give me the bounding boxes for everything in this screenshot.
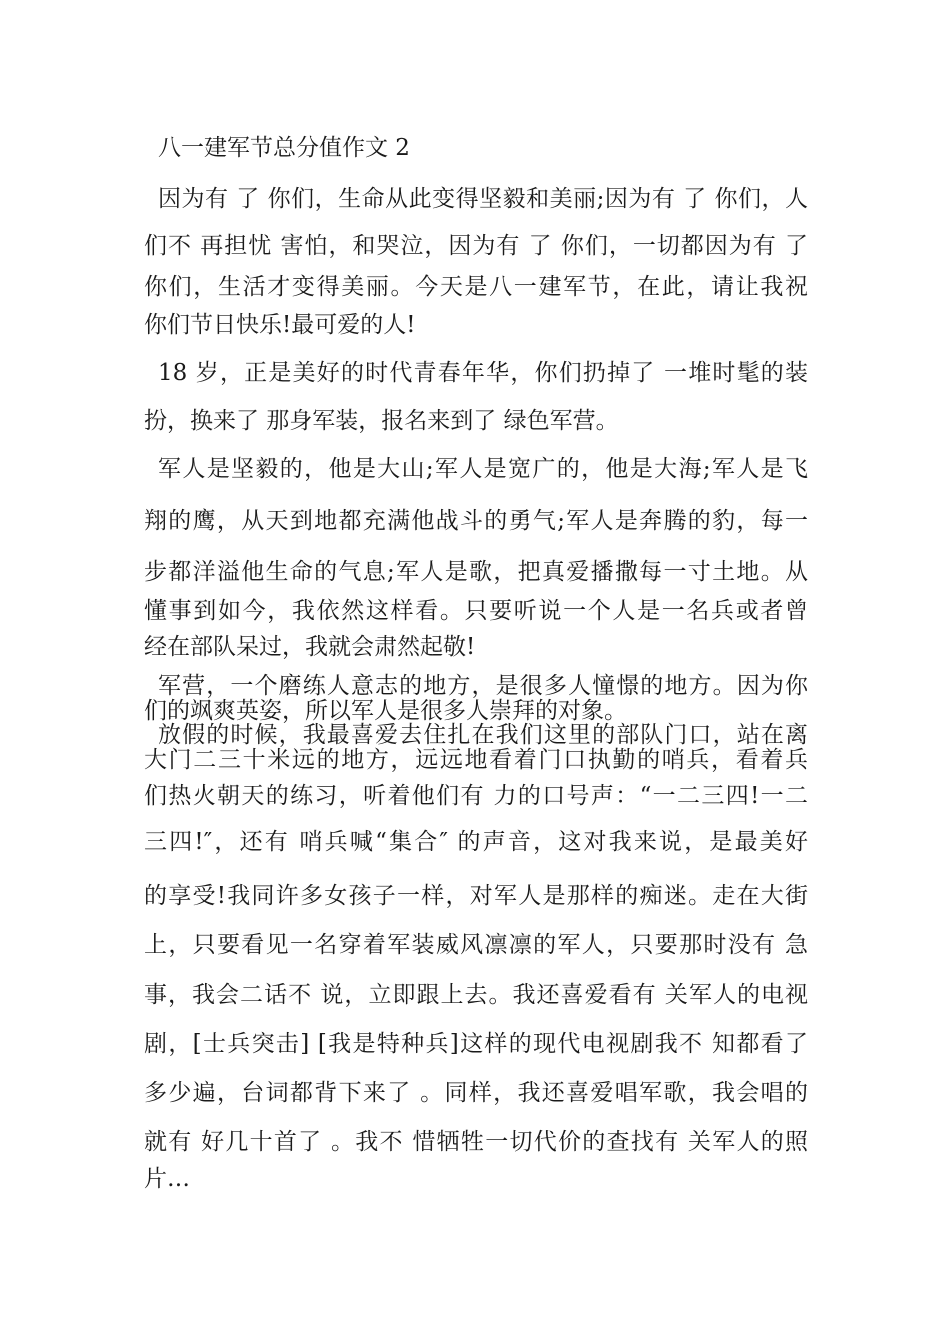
paragraph-line: 懂事到如今，我依然这样看。只要听说一个人是一名兵或者曾 (144, 598, 808, 624)
paragraph-line: 翔的鹰，从天到地都充满他战斗的勇气;军人是奔腾的豹，每一 (144, 508, 808, 534)
paragraph-line: 们的飒爽英姿，所以军人是很多人崇拜的对象。 (144, 698, 627, 724)
paragraph-line: 扮，换来了 那身军装，报名来到了 绿色军营。 (144, 408, 619, 434)
paragraph-line: 你们节日快乐!最可爱的人! (144, 312, 416, 338)
paragraph-line: 因为有 了 你们，生命从此变得坚毅和美丽;因为有 了 你们，人 (158, 186, 808, 212)
paragraph-line: 们不 再担忧 害怕，和哭泣，因为有 了 你们，一切都因为有 了 (144, 233, 808, 259)
paragraph-line: 事，我会二话不 说，立即跟上去。我还喜爱看有 关军人的电视 (144, 982, 808, 1008)
document-title: 八一建军节总分值作文 2 (158, 135, 410, 161)
paragraph-line: 军营，一个磨练人意志的地方，是很多人憧憬的地方。因为你 (158, 673, 808, 699)
paragraph-line: 军人是坚毅的，他是大山;军人是宽广的，他是大海;军人是飞 (158, 456, 808, 482)
paragraph-line: 你们，生活才变得美丽。今天是八一建军节，在此，请让我祝 (144, 274, 808, 300)
paragraph-line: 放假的时候，我最喜爱去住扎在我们这里的部队门口，站在离 (158, 722, 808, 748)
paragraph-line: 剧，[士兵突击] [我是特种兵]这样的现代电视剧我不 知都看了 (144, 1031, 808, 1057)
paragraph-line: 片… (144, 1166, 190, 1192)
paragraph-line: 的享受!我同许多女孩子一样，对军人是那样的痴迷。走在大街 (144, 883, 808, 909)
paragraph-line: 大门二三十米远的地方，远远地看着门口执勤的哨兵，看着兵 (144, 747, 808, 773)
paragraph-line: 18 岁，正是美好的时代青春年华，你们扔掉了 一堆时髦的装 (158, 360, 808, 386)
paragraph-line: 经在部队呆过，我就会肃然起敬! (144, 634, 476, 660)
paragraph-line: 上，只要看见一名穿着军装威风凛凛的军人，只要那时没有 急 (144, 932, 808, 958)
paragraph-line: 多少遍，台词都背下来了 。同样，我还喜爱唱军歌，我会唱的 (144, 1080, 808, 1106)
paragraph-line: 三四!″，还有 哨兵喊“集合″ 的声音，这对我来说，是最美好 (144, 829, 808, 855)
paragraph-line: 步都洋溢他生命的气息;军人是歌，把真爱播撒每一寸土地。从 (144, 559, 808, 585)
paragraph-line: 们热火朝天的练习，听着他们有 力的口号声：“一二三四!一二 (144, 783, 808, 809)
paragraph-line: 就有 好几十首了 。我不 惜牺牲一切代价的查找有 关军人的照 (144, 1129, 808, 1155)
